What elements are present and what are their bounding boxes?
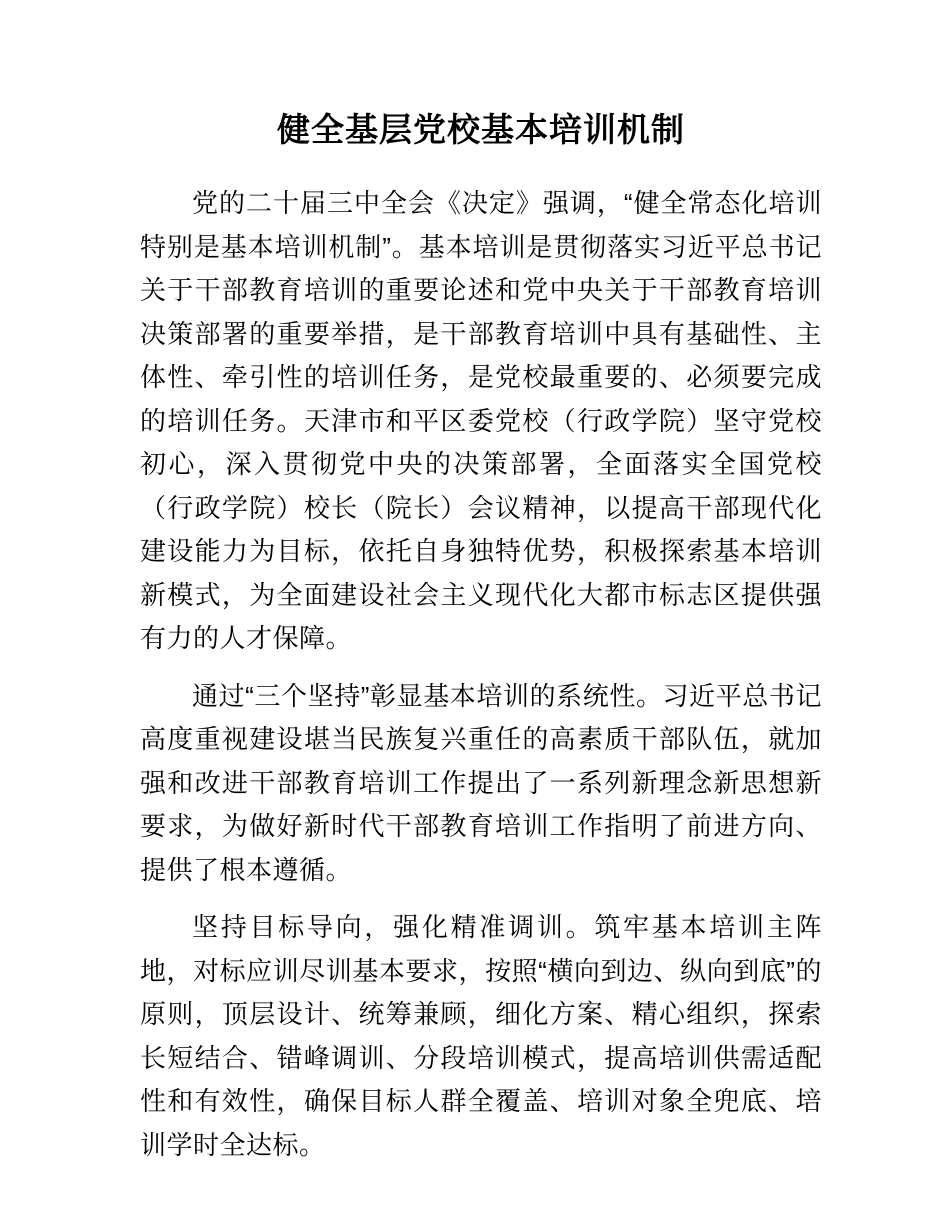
paragraph: 党的二十届三中全会《决定》强调，“健全常态化培训特别是基本培训机制”。基本培训是贯彻落实习近平总书记关于干部教育培训的重要论述和党中央关于干部教育培训决策部署的重要举措，是干部教育培训中具有基础性、主体性、牵引性的培训任务，是党校最重要的、必须要完成的培训任务。天津市和平区委党校（行政学院）坚守党校初心，深入贯彻党中央的决策部署，全面落实全国党校（行政学院）校长（院长）会议精神，以提高干部现代化建设能力为目标，依托自身独特优势，积极探索基本培训新模式，为全面建设社会主义现代化大都市标志区提供强有力的人才保障。 xyxy=(140,188,822,653)
document-title: 健全基层党校基本培训机制 xyxy=(277,111,685,148)
paragraph: 通过“三个坚持”彰显基本培训的系统性。习近平总书记高度重视建设堪当民族复兴重任的高素质干部队伍，就加强和改进干部教育培训工作提出了一系列新理念新思想新要求，为做好新时代干部教育培训工作指明了前进方向、提供了根本遵循。 xyxy=(140,680,822,885)
paragraph: 坚持目标导向，强化精准调训。筑牢基本培训主阵地，对标应训尽训基本要求，按照“横向到边、纵向到底”的原则，顶层设计、统筹兼顾，细化方案、精心组织，探索长短结合、错峰调训、分段培训模式，提高培训供需适配性和有效性，确保目标人群全覆盖、培训对象全兜底、培训学时全达标。 xyxy=(140,912,822,1160)
document-body xyxy=(140,182,822,1167)
